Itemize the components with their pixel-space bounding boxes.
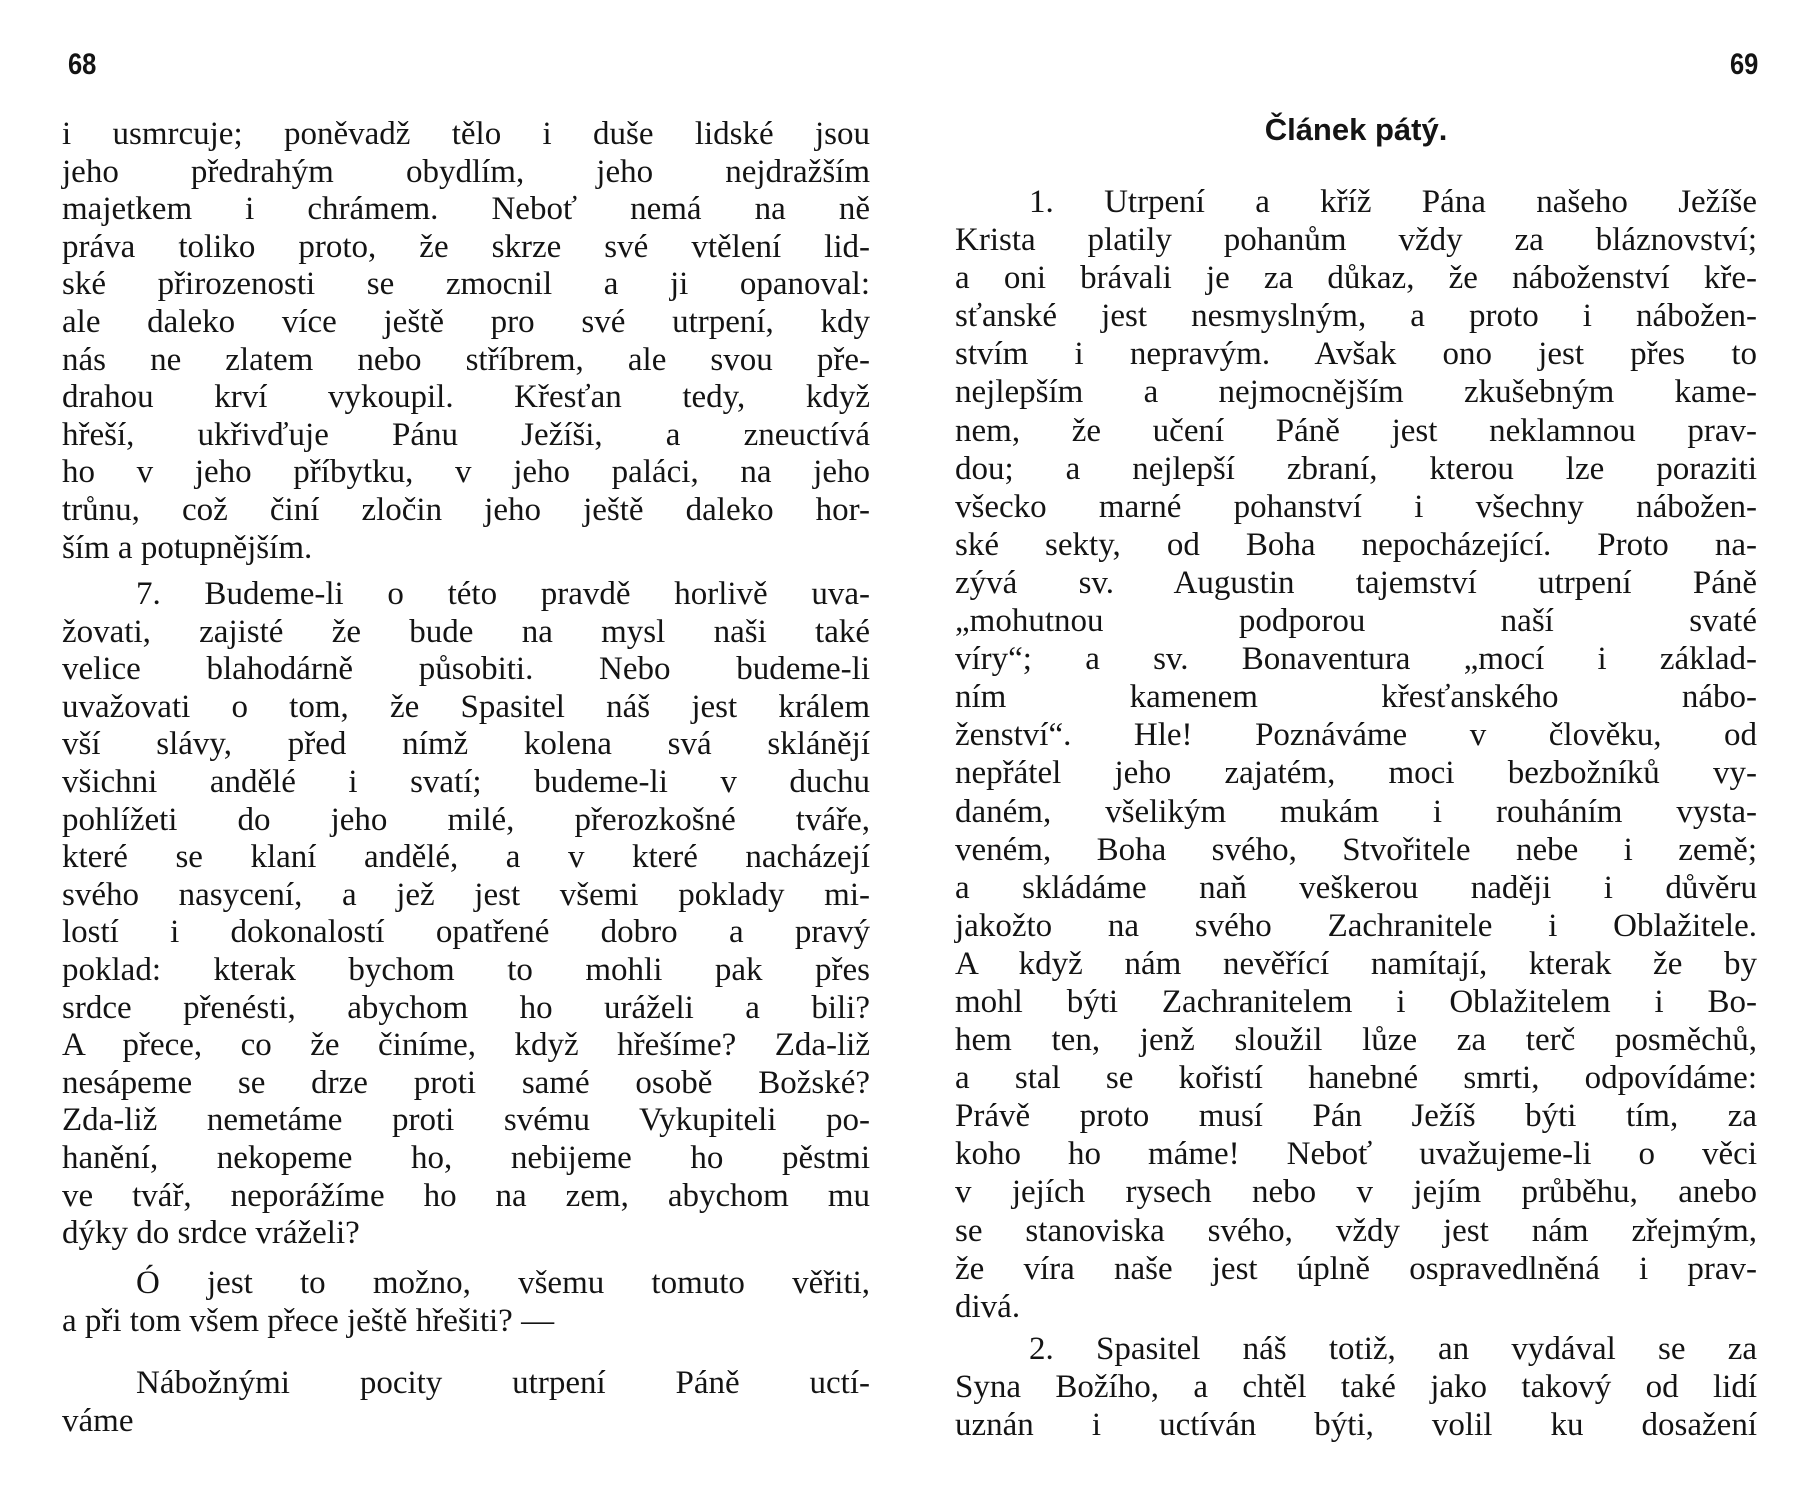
paragraph <box>62 116 870 567</box>
text-line: daném, všelikým mukám i rouháním vysta- <box>955 793 1757 830</box>
text-line: ale daleko více ještě pro své utrpení, kdy <box>62 303 870 340</box>
text-line: že víra naše jest úplně ospravedlněná i prav- <box>955 1250 1757 1287</box>
text-line: lostí i dokonalostí opatřené dobro a pravý <box>62 914 870 951</box>
paragraph <box>955 1330 1757 1444</box>
text-line: drahou krví vykoupil. Křesťan tedy, když <box>62 379 870 416</box>
text-line: nem, že učení Páně jest neklamnou prav- <box>955 412 1757 449</box>
text-line: jakožto na svého Zachranitele i Oblažitele. <box>955 907 1757 944</box>
text-line: srdce přenésti, abychom ho uráželi a bili? <box>62 989 870 1026</box>
text-line: hem ten, jenž sloužil lůze za terč posměchů, <box>955 1022 1757 1059</box>
text-line: pohlížeti do jeho milé, přerozkošné tváře, <box>62 801 870 838</box>
page-number-left: 68 <box>68 48 97 81</box>
text-line: a skládáme naň veškerou naději i důvěru <box>955 869 1757 906</box>
text-line: uvažovati o tom, že Spasitel náš jest králem <box>62 688 870 725</box>
text-line: velice blahodárně působiti. Nebo budeme-li <box>62 651 870 688</box>
text-line: stvím i nepravým. Avšak ono jest přes to <box>955 336 1757 373</box>
text-line: a oni brávali je za důkaz, že náboženství kře- <box>955 260 1757 297</box>
paragraph <box>62 1265 870 1340</box>
text-line: se stanoviska svého, vždy jest nám zřejmým, <box>955 1212 1757 1249</box>
text-line: A přece, co že činíme, když hřešíme? Zda-liž <box>62 1027 870 1064</box>
text-line: jeho předrahým obydlím, jeho nejdražším <box>62 153 870 190</box>
text-line: divá. <box>955 1288 1021 1325</box>
text-line: Ó jest to možno, všemu tomuto věřiti, <box>136 1265 870 1301</box>
text-line: Krista platily pohanům vždy za bláznovství; <box>955 222 1757 259</box>
text-line: ho v jeho příbytku, v jeho paláci, na jeho <box>62 454 870 491</box>
text-line: nejlepším a nejmocnějším zkušebným kame- <box>955 374 1757 411</box>
paragraph <box>955 183 1757 1326</box>
text-line: zývá sv. Augustin tajemství utrpení Páně <box>955 564 1757 601</box>
text-line: všecko marné pohanství i všechny nábožen- <box>955 488 1757 525</box>
chapter-heading: Článek pátý. <box>1264 112 1448 147</box>
text-line: všichni andělé i svatí; budeme-li v duchu <box>62 763 870 800</box>
text-line: ženství“. Hle! Poznáváme v člověku, od <box>955 717 1757 754</box>
text-line: Syna Božího, a chtěl také jako takový od lidí <box>955 1369 1757 1406</box>
page-number-right: 69 <box>1730 48 1759 81</box>
text-line: 2. Spasitel náš totiž, an vydával se za <box>1029 1331 1757 1367</box>
text-line: ské přirozenosti se zmocnil a ji opanoval: <box>62 266 870 303</box>
paragraph <box>62 576 870 1253</box>
text-line: nás ne zlatem nebo stříbrem, ale svou pře- <box>62 341 870 378</box>
text-line: v jejích rysech nebo v jejím průběhu, anebo <box>955 1174 1757 1211</box>
text-line: ve tvář, neporážíme ho na zem, abychom mu <box>62 1177 870 1214</box>
text-line: nesápeme se drze proti samé osobě Božské? <box>62 1064 870 1101</box>
text-line: poklad: kterak bychom to mohli pak přes <box>62 951 870 988</box>
text-line: váme <box>62 1402 134 1439</box>
text-line: koho ho máme! Neboť uvažujeme-li o věci <box>955 1136 1757 1173</box>
text-line: práva toliko proto, že skrze své vtělení lid- <box>62 228 870 265</box>
text-line: vší slávy, před nímž kolena svá sklánějí <box>62 726 870 763</box>
text-line: dýky do srdce vráželi? <box>62 1215 360 1252</box>
text-line: A když nám nevěřící namítají, kterak že by <box>955 945 1757 982</box>
text-line: „mohutnou podporou naší svaté <box>955 603 1757 640</box>
text-line: uznán i uctíván býti, volil ku dosažení <box>955 1407 1757 1444</box>
text-line: sťanské jest nesmyslným, a proto i nábožen- <box>955 298 1757 335</box>
text-line: ním kamenem křesťanského nábo- <box>955 679 1757 716</box>
text-line: hanění, nekopeme ho, nebijeme ho pěstmi <box>62 1139 870 1176</box>
text-line: mohl býti Zachranitelem i Oblažitelem i Bo- <box>955 983 1757 1020</box>
text-line: nepřátel jeho zajatém, moci bezbožníků vy- <box>955 755 1757 792</box>
text-line: 1. Utrpení a kříž Pána našeho Ježíše <box>1029 184 1757 220</box>
text-line: dou; a nejlepší zbraní, kterou lze poraziti <box>955 450 1757 487</box>
text-line: Zda-liž nemetáme proti svému Vykupiteli po- <box>62 1102 870 1139</box>
text-line: žovati, zajisté že bude na mysl naši také <box>62 613 870 650</box>
text-line: a stal se kořistí hanebné smrti, odpovídáme: <box>955 1060 1757 1097</box>
text-line: trůnu, což činí zločin jeho ještě daleko hor- <box>62 491 870 528</box>
text-line: i usmrcuje; poněvadž tělo i duše lidské jsou <box>62 116 870 152</box>
text-line: a při tom všem přece ještě hřešiti? — <box>62 1302 555 1339</box>
text-line: 7. Budeme-li o této pravdě horlivě uva- <box>136 576 870 612</box>
text-line: ším a potupnějším. <box>62 529 313 566</box>
text-line: svého nasycení, a jež jest všemi poklady mi- <box>62 876 870 913</box>
paragraph <box>62 1365 870 1440</box>
text-line: ské sekty, od Boha nepocházející. Proto na- <box>955 526 1757 563</box>
text-line: majetkem i chrámem. Neboť nemá na ně <box>62 191 870 228</box>
text-line: hřeší, ukřivďuje Pánu Ježíši, a zneuctívá <box>62 416 870 453</box>
text-line: veném, Boha svého, Stvořitele nebe i země; <box>955 831 1757 868</box>
text-line: víry“; a sv. Bonaventura „mocí i základ- <box>955 641 1757 678</box>
text-line: které se klaní andělé, a v které nacházejí <box>62 839 870 876</box>
text-line: Nábožnými pocity utrpení Páně uctí- <box>136 1365 870 1401</box>
text-line: Právě proto musí Pán Ježíš býti tím, za <box>955 1098 1757 1135</box>
